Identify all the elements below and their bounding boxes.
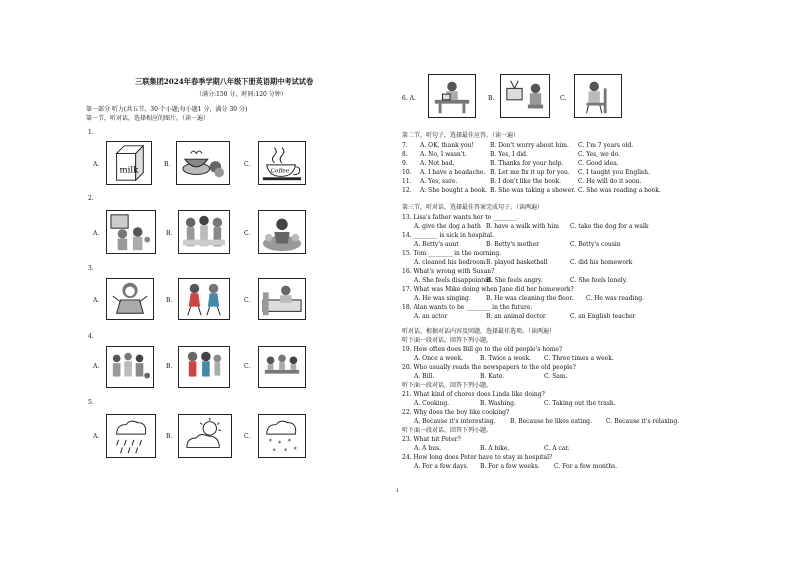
option-label: C. <box>244 161 251 168</box>
svg-text:*: * <box>272 447 276 456</box>
option-label: A. <box>93 161 100 168</box>
option-label: B. <box>164 161 171 168</box>
s4-question: 24. How long does Peter have to stay in hospital? <box>402 454 553 461</box>
snow-cloud-icon <box>258 414 306 458</box>
question-number: 2. <box>88 195 94 202</box>
s4-option-a: A. A bus. <box>414 445 442 452</box>
s2-num: 11. <box>402 178 412 185</box>
s3-option-c: C. take the dog for a walk <box>570 223 649 230</box>
children-group-icon <box>106 346 154 388</box>
rain-cloud-icon <box>106 414 156 458</box>
option-label: B. <box>166 433 173 440</box>
s2-option-c: C. I taught you English. <box>578 169 650 176</box>
s4-note: 听下面一段对话，回答下列小题。 <box>402 337 493 344</box>
s4-option-b: B. Washing. <box>480 400 516 407</box>
s4-option-a: A. Bill. <box>414 373 435 380</box>
s3-question: 14. ________ is sick in hospital. <box>402 232 494 239</box>
s4-option-b: B. A bike. <box>480 445 510 452</box>
page-title: 三联集团2024年春季学期八年级下册英语期中考试试卷 <box>135 77 314 86</box>
s4-option-c: C. Sam. <box>544 373 568 380</box>
option-label: B. <box>488 95 495 102</box>
svg-text:*: * <box>278 439 282 448</box>
question-number: 1. <box>88 129 94 136</box>
svg-text:*: * <box>293 445 297 454</box>
option-label: C. <box>244 230 251 237</box>
kids-playing-icon <box>178 278 230 320</box>
s2-option-c: C. He will do it soon. <box>578 178 642 185</box>
s4-question: 20. Who usually reads the newspapers to the old people? <box>402 364 576 371</box>
family-table-icon <box>258 346 306 388</box>
s4-option-c: C. Taking out the trash. <box>544 400 616 407</box>
s4-question: 21. What kind of chores does Linda like doing? <box>402 391 545 398</box>
s3-question: 16. What's wrong with Susan? <box>402 268 495 275</box>
people-crowd-icon <box>178 346 230 388</box>
section3-heading: 第三节，听对话，选择最佳答案完成句子。（读两遍） <box>402 204 544 211</box>
option-label: C. <box>244 363 251 370</box>
section2-heading: 第二节，听句子，选择最佳应答。（读一遍） <box>402 132 520 139</box>
s3-question: 13. Lisa's father wants her to ________. <box>402 214 520 221</box>
s4-question: 23. What hit Peter? <box>402 436 461 443</box>
s2-option-a: A. OK, thank you! <box>420 142 474 149</box>
s3-option-c: C. an English teacher <box>570 313 636 320</box>
s4-note: 听下面一段对话，回答下列小题。 <box>402 427 493 434</box>
s2-option-c: C. She was reading a book. <box>578 187 661 194</box>
svg-text:*: * <box>268 437 272 446</box>
s3-option-c: C. He was reading. <box>586 295 644 302</box>
question-number: 3. <box>88 265 94 272</box>
s3-question: 18. Alan wants to be ________ in the future. <box>402 304 533 311</box>
option-label: A. <box>93 297 100 304</box>
s2-option-a: A. No, I wasn't. <box>420 151 467 158</box>
option-label: B. <box>166 297 173 304</box>
s4-option-c: C. Because it's relaxing. <box>606 418 680 425</box>
s4-option-a: A. For a few days. <box>414 463 469 470</box>
s3-option-b: B. have a walk with him <box>486 223 559 230</box>
s3-option-c: C. She feels lonely. <box>570 277 628 284</box>
s3-option-c: C. Betty's cousin <box>570 241 621 248</box>
s2-num: 10. <box>402 169 412 176</box>
s3-option-a: A. He was singing. <box>414 295 471 302</box>
option-label: C. <box>244 433 251 440</box>
s2-num: 12. <box>402 187 412 194</box>
option-label: A. <box>93 230 100 237</box>
s2-option-b: B. Let me fix it up for you. <box>490 169 570 176</box>
s2-num: 9. <box>402 160 408 167</box>
s2-option-b: B. Yes, I did. <box>490 151 528 158</box>
option-label: B. <box>166 363 173 370</box>
s3-option-b: B. She feels angry. <box>486 277 543 284</box>
person-in-bed-icon <box>258 278 306 320</box>
s3-option-a: A. cleaned his bedroom <box>414 259 486 266</box>
s2-option-a: A. Not bad. <box>420 160 455 167</box>
s3-option-a: A. Betty's aunt <box>414 241 459 248</box>
coffee-cup-icon <box>258 141 306 185</box>
s4-question: 19. How often does Bill go to the old people's home? <box>402 346 563 353</box>
s2-num: 8. <box>402 151 408 158</box>
s2-option-c: C. Good idea. <box>578 160 619 167</box>
option-label: A. <box>93 363 100 370</box>
s2-option-a: A. I have a headache. <box>420 169 486 176</box>
section1-heading: 第一节，听对话，选择相应的图片。（读一遍） <box>86 115 210 122</box>
s2-option-b: B. Thanks for your help. <box>490 160 564 167</box>
svg-text:*: * <box>287 437 292 446</box>
s4-option-a: A. Because it's interesting. <box>414 418 496 425</box>
option-label: A. <box>93 433 100 440</box>
s3-option-b: B. an animal doctor <box>486 313 546 320</box>
s4-option-a: A. Cooking. <box>414 400 450 407</box>
question-number: 6. A. <box>402 95 416 102</box>
s2-option-b: B. Don't worry about him. <box>490 142 569 149</box>
question-number: 5. <box>88 399 94 406</box>
woman-desk-icon <box>428 74 476 118</box>
question-number: 4. <box>88 333 94 340</box>
s4-option-c: C. A car. <box>544 445 570 452</box>
s4-question: 22. Why does the boy like cooking? <box>402 409 510 416</box>
s4-option-b: B. Because he likes eating. <box>510 418 592 425</box>
s2-option-c: C. Yes, we do. <box>578 151 620 158</box>
s4-option-b: B. For a few weeks. <box>480 463 540 470</box>
s4-option-c: C. For a few months. <box>554 463 618 470</box>
s2-option-b: B. I don't like the book. <box>490 178 562 185</box>
s2-option-a: A. Yes, sure. <box>420 178 458 185</box>
page-subtitle: （满分:150 分，时间:120 分钟） <box>196 91 287 98</box>
svg-text:milk: milk <box>119 165 139 176</box>
s3-question: 17. What was Mike doing when Jane did her homework? <box>402 286 574 293</box>
s4-note: 听下面一段对话，回答下列小题。 <box>402 382 493 389</box>
s3-option-a: A. She feels disappointed. <box>414 277 494 284</box>
milk-carton-icon <box>106 141 152 185</box>
s4-option-b: B. Twice a week. <box>480 355 532 362</box>
page-number: 1 <box>396 488 400 494</box>
food-bowl-icon <box>176 141 230 185</box>
s2-option-c: C. I'm 7 years old. <box>578 142 634 149</box>
svg-text:*: * <box>283 447 288 456</box>
girl-icon <box>106 278 154 320</box>
s3-option-c: C. did his homework <box>570 259 633 266</box>
sun-cloud-icon <box>178 414 232 458</box>
person-sitting-icon <box>258 210 306 254</box>
family-room-icon <box>106 210 156 254</box>
option-label: C. <box>560 95 567 102</box>
s3-option-b: B. He was cleaning the floor. <box>486 295 574 302</box>
svg-text:Coffee: Coffee <box>270 168 290 175</box>
section4-heading: 听对话，根据对话内容及问题，选择最佳选项。（读两遍） <box>402 328 556 335</box>
option-label: B. <box>166 230 173 237</box>
s3-option-b: B. played basketball <box>486 259 548 266</box>
s3-option-b: B. Betty's mother <box>486 241 540 248</box>
s3-question: 15. Tom ________ in the morning. <box>402 250 502 257</box>
s2-option-a: A. She bought a book. <box>420 187 488 194</box>
s3-option-a: A. give the dog a bath <box>414 223 481 230</box>
man-tv-icon <box>500 74 550 118</box>
s2-option-b: B. She was taking a shower. <box>490 187 576 194</box>
s4-option-b: B. Kate. <box>480 373 505 380</box>
people-group-icon <box>178 210 230 254</box>
s2-num: 7. <box>402 142 408 149</box>
woman-chair-icon <box>574 74 622 118</box>
option-label: C. <box>244 297 251 304</box>
s3-option-a: A. an actor <box>414 313 448 320</box>
part1-heading: 第一部分 听力(共五节，30 个小题;每小题1 分，满分 30 分) <box>86 106 248 113</box>
s4-option-a: A. Once a week. <box>414 355 464 362</box>
s4-option-c: C. Three times a week. <box>544 355 614 362</box>
